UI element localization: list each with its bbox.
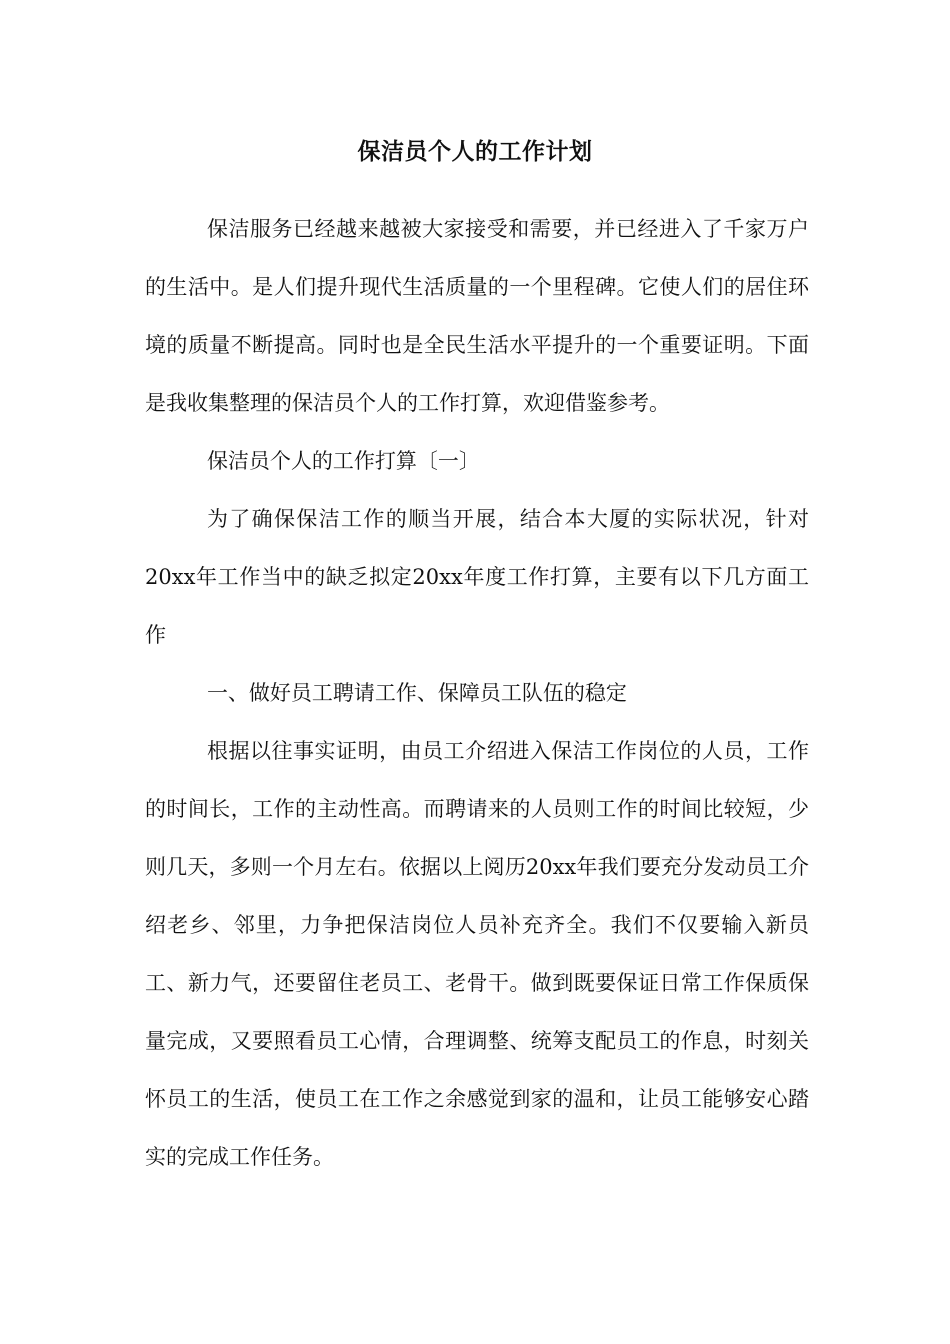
paragraph-intro: 保洁服务已经越来越被大家接受和需要，并已经进入了千家万户的生活中。是人们提升现代生活质量的一个里程碑。它使人们的居住环境的质量不断提高。同时也是全民生活水平提升的一个重要证明。下面是我收集整理的保洁员个人的工作打算，欢迎借鉴参考。 [145,217,809,415]
paragraph-section-heading: 保洁员个人的工作打算〔一〕 [206,449,480,473]
paragraph-recruitment: 根据以往事实证明，由员工介绍进入保洁工作岗位的人员，工作的时间长，工作的主动性高。而聘请来的人员则工作的时间比较短，少则几天，多则一个月左右。依据以上阅历20xx年我们要充分发动员工介绍老乡、邻里，力争把保洁岗位人员补充齐全。我们不仅要输入新员工、新力气，还要留住老员工、老骨干。做到既要保证日常工作保质保量完成，又要照看员工心情，合理调整、统筹支配员工的作息，时刻关怀员工的生活，使员工在工作之余感觉到家的温和，让员工能够安心踏实的完成工作任务。 [145,739,809,1169]
paragraph-purpose: 为了确保保洁工作的顺当开展，结合本大厦的实际状况，针对20xx年工作当中的缺乏拟定20xx年度工作打算，主要有以下几方面工作 [145,507,809,647]
document-title: 保洁员个人的工作计划 [357,138,593,165]
paragraph-item-heading: 一、做好员工聘请工作、保障员工队伍的稳定 [206,681,627,705]
document-body [145,200,809,1186]
